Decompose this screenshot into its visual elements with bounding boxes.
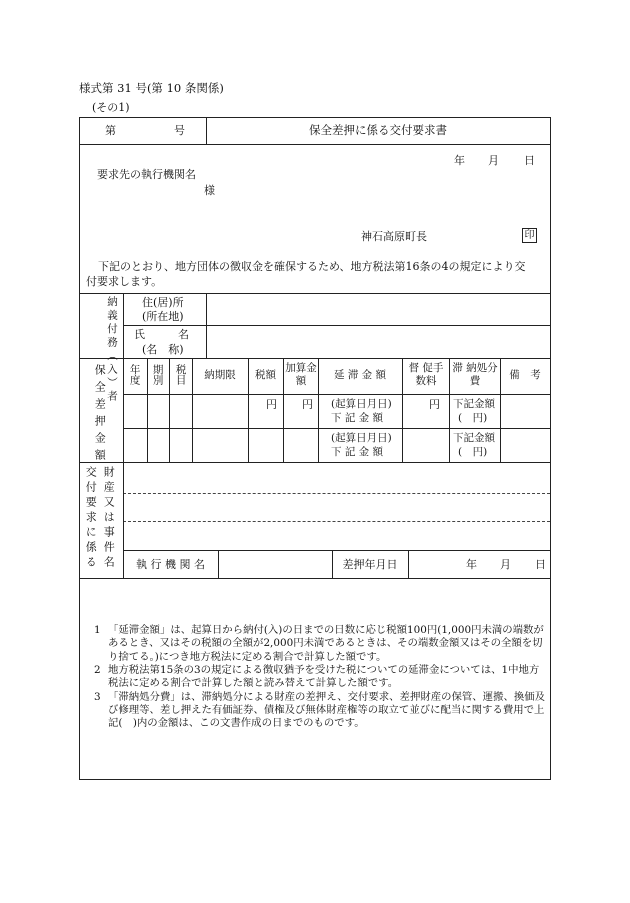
address-label: 住(居)所: [142, 296, 184, 309]
row2-delinq-2: 下 記 金 額: [331, 446, 384, 458]
taxpayer-side-label: 納義付務（入）者: [106, 296, 118, 404]
col-delinquency: 延 滞 金 額: [333, 369, 386, 381]
number-go: 号: [174, 124, 185, 137]
form-number: 様式第 31 号(第 10 条関係): [79, 81, 224, 95]
yen-fee: 円: [429, 398, 440, 411]
note-item: 3 「滞納処分費」は、滞納処分による財産の差押え、交付要求、差押財産の保管、運搬、換価及び修理等、差し押えた有価証券、債権及び無体財産権等の取立て並びに配当に関する費用で上記( )内の金額は、この文書作成の日までのものです。: [94, 690, 546, 730]
col-disposal: 滞 納処分費: [452, 362, 498, 387]
date-day: 日: [524, 154, 535, 167]
date-month: 月: [488, 154, 499, 167]
property-side-label-1: 交付要求に係る: [84, 466, 98, 571]
seizure-date-label: 差押年月日: [342, 558, 398, 571]
row2-disp-2: ( 円): [458, 446, 488, 458]
seize-month: 月: [500, 558, 511, 571]
request-form: [79, 117, 551, 780]
col-tax-item: 税目: [174, 364, 187, 385]
issuer-name: 神石高原町長: [361, 230, 427, 243]
yen-tax: 円: [266, 398, 277, 411]
date-year: 年: [454, 154, 465, 167]
exec-agency-label: 執 行 機 関 名: [136, 558, 205, 571]
intro-line-2: 付要求します。: [86, 275, 163, 288]
col-year: 年度: [128, 364, 141, 385]
row1-disp-2: ( 円): [458, 412, 488, 424]
col-fee: 督 促手数料: [408, 362, 444, 387]
name-label: 氏 名: [134, 328, 189, 341]
note-item: 2 地方税法第15条の3の規定による徴収猶予を受けた税についての延滞金については、1中地方税法に定める割合で計算した額と読み替えて計算した額です。: [94, 663, 540, 690]
address-sub-label: (所在地): [142, 310, 184, 323]
row1-disp-1: 下記金額: [453, 398, 495, 410]
seal-mark: 印: [522, 228, 537, 243]
form-sub-number: (その1): [92, 101, 130, 114]
document-title: 保全差押に係る交付要求書: [309, 123, 447, 137]
col-tax-amount: 税額: [255, 369, 276, 381]
row2-delinq-1: (起算日月日): [331, 432, 392, 444]
row1-delinq-2: 下 記 金 額: [331, 412, 384, 424]
addressee-label: 要求先の執行機関名: [97, 168, 196, 181]
yen-additional: 円: [302, 398, 313, 411]
notes: [86, 624, 548, 731]
col-additional: 加算金額: [285, 362, 317, 387]
number-dai: 第: [105, 124, 116, 137]
col-due-date: 納期限: [204, 369, 236, 381]
amount-side-label: 保全差押金額: [93, 364, 107, 466]
intro-line-1: 下記のとおり、地方団体の徴収金を確保するため、地方税法第16条の4の規定により交: [98, 260, 526, 273]
name-sub-label: (名 称): [142, 343, 184, 356]
row2-disp-1: 下記金額: [453, 432, 495, 444]
col-remarks: 備 考: [509, 369, 541, 381]
property-side-label-2: 財産又は事件名: [102, 466, 116, 571]
col-period: 期別: [151, 364, 164, 385]
addressee-sama: 様: [204, 184, 215, 197]
row1-delinq-1: (起算日月日): [331, 398, 392, 410]
seize-year: 年: [466, 558, 477, 571]
seize-day: 日: [535, 558, 546, 571]
note-item: 1 「延滞金額」は、起算日から納付(入)の日までの日数に応じ税額100円(1,000円未満の端数があるとき、又はその税額の全額が2,000円未満であるときは、その端数金額又はその全額を切り捨てる。)につき地方税法に定める割合で計算した額です。: [94, 624, 544, 663]
